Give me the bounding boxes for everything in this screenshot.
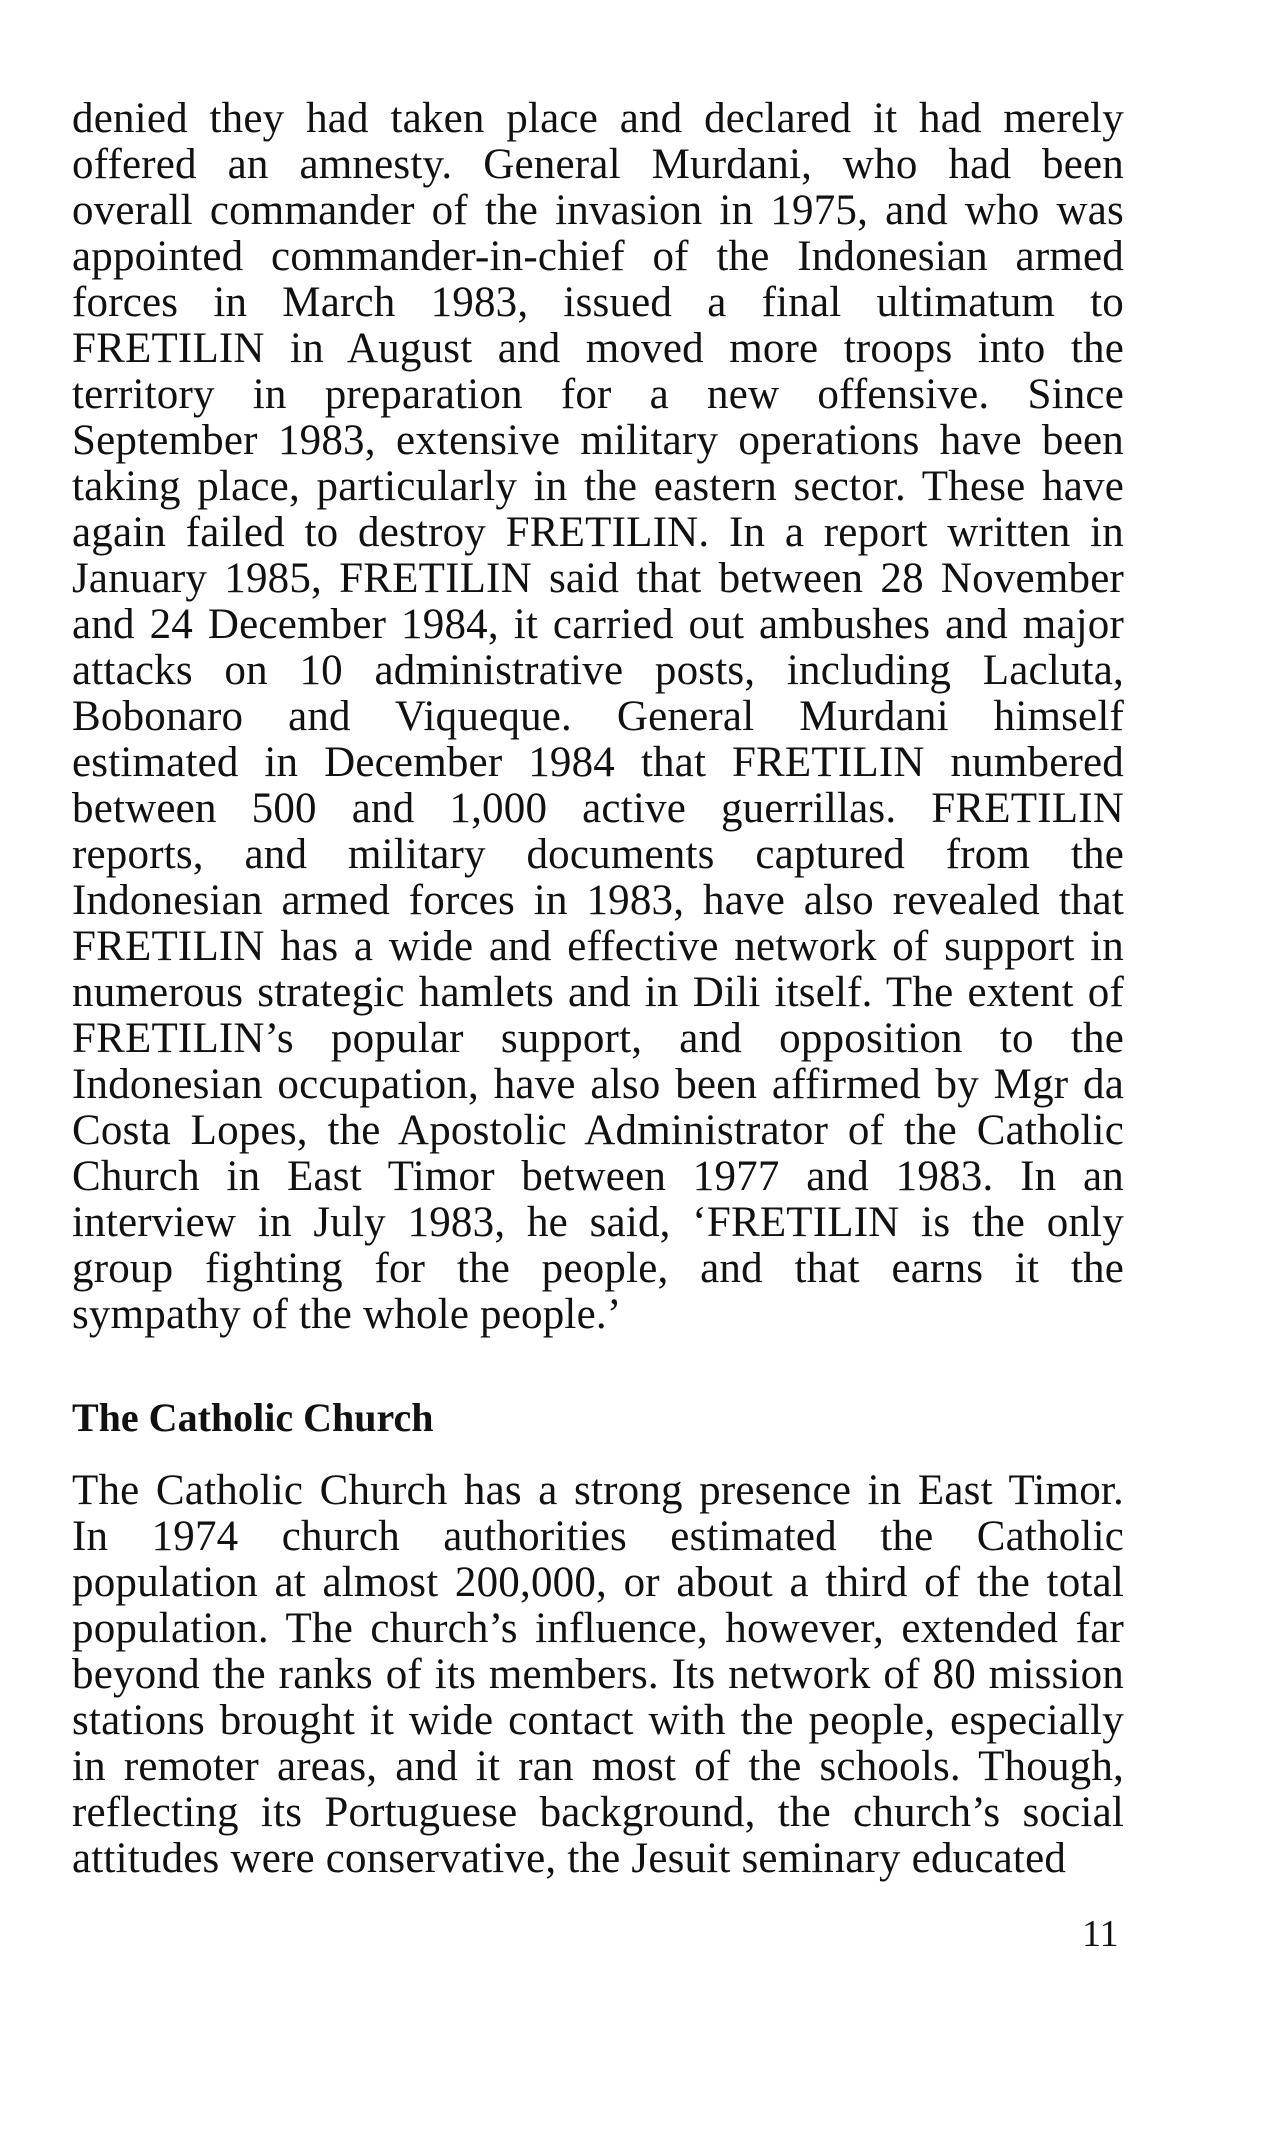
text-line: Indonesian occupation, have also been affirmed by Mgr da — [72, 1061, 1124, 1108]
text-line: January 1985, FRETILIN said that between 28 November — [72, 555, 1124, 602]
page-number: 11 — [1082, 1913, 1119, 1955]
text-line: sympathy of the whole people.’ — [72, 1291, 622, 1338]
text-line: interview in July 1983, he said, ‘FRETILIN is the only — [72, 1199, 1124, 1246]
section-heading: The Catholic Church — [72, 1395, 434, 1440]
text-line: and 24 December 1984, it carried out ambushes and major — [72, 601, 1124, 648]
text-line: attitudes were conservative, the Jesuit seminary educated — [72, 1835, 1067, 1882]
text-line: territory in preparation for a new offensive. Since — [72, 371, 1124, 418]
text-line: September 1983, extensive military operations have been — [72, 417, 1124, 464]
text-line: estimated in December 1984 that FRETILIN numbered — [72, 739, 1124, 786]
text-line: In 1974 church authorities estimated the Catholic — [72, 1513, 1124, 1560]
text-line: stations brought it wide contact with the people, especially — [72, 1697, 1124, 1744]
text-line: population. The church’s influence, however, extended far — [72, 1605, 1124, 1652]
text-line: forces in March 1983, issued a final ultimatum to — [72, 279, 1124, 326]
text-line: FRETILIN in August and moved more troops into the — [72, 325, 1124, 372]
text-line: group fighting for the people, and that earns it the — [72, 1245, 1124, 1292]
text-line: appointed commander-in-chief of the Indonesian armed — [72, 233, 1124, 280]
text-line: FRETILIN has a wide and effective network of support in — [72, 923, 1124, 970]
text-line: in remoter areas, and it ran most of the schools. Though, — [72, 1743, 1124, 1790]
text-line: overall commander of the invasion in 1975, and who was — [72, 187, 1124, 234]
text-line: reports, and military documents captured from the — [72, 831, 1124, 878]
text-line: Church in East Timor between 1977 and 1983. In an — [72, 1153, 1124, 1200]
text-line: population at almost 200,000, or about a third of the total — [72, 1559, 1124, 1606]
text-line: offered an amnesty. General Murdani, who had been — [72, 141, 1124, 188]
text-line: denied they had taken place and declared it had merely — [72, 95, 1124, 142]
text-line: The Catholic Church has a strong presence in East Timor. — [72, 1467, 1124, 1514]
text-line: between 500 and 1,000 active guerrillas. FRETILIN — [72, 785, 1124, 832]
text-line: taking place, particularly in the eastern sector. These have — [72, 463, 1124, 510]
text-line: attacks on 10 administrative posts, including Lacluta, — [72, 647, 1124, 694]
text-line: reflecting its Portuguese background, the church’s social — [72, 1789, 1124, 1836]
text-line: beyond the ranks of its members. Its network of 80 mission — [72, 1651, 1124, 1698]
text-line: FRETILIN’s popular support, and opposition to the — [72, 1015, 1124, 1062]
body-paragraph-catholic-church — [72, 1468, 1124, 1882]
body-paragraph-fretilin — [72, 96, 1124, 1338]
text-line: again failed to destroy FRETILIN. In a report written in — [72, 509, 1124, 556]
text-line: numerous strategic hamlets and in Dili itself. The extent of — [72, 969, 1124, 1016]
text-line: Bobonaro and Viqueque. General Murdani himself — [72, 693, 1124, 740]
text-line: Indonesian armed forces in 1983, have also revealed that — [72, 877, 1124, 924]
text-line: Costa Lopes, the Apostolic Administrator of the Catholic — [72, 1107, 1124, 1154]
